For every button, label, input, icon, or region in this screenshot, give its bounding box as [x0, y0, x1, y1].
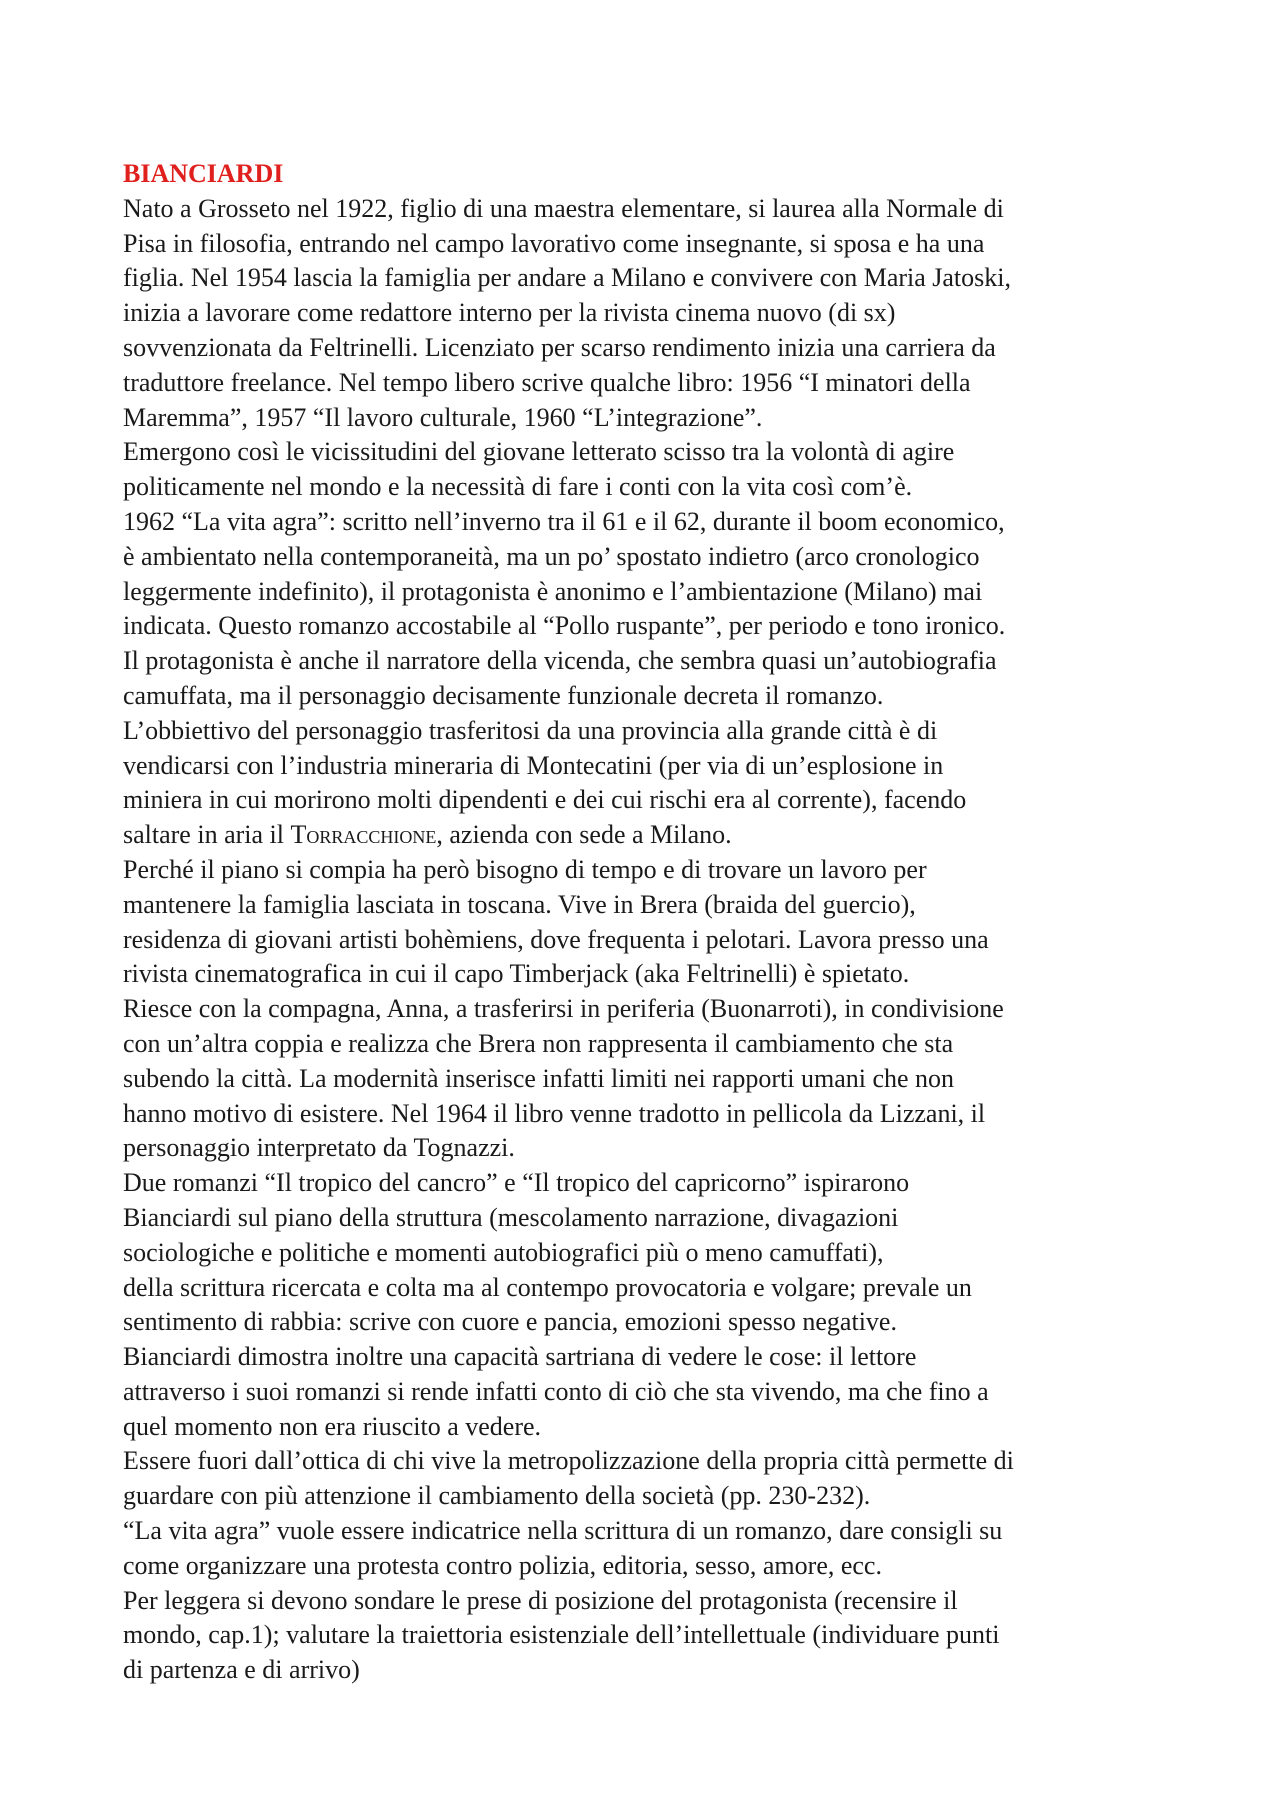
- paragraph-list: [123, 192, 1163, 1688]
- document-title: BIANCIARDI: [123, 159, 284, 188]
- text-line: subendo la città. La modernità inserisce infatti limiti nei rapporti umani che non: [123, 1063, 955, 1093]
- text-fragment: saltare in aria il: [123, 820, 291, 850]
- company-name: Torracchione: [290, 820, 437, 850]
- text-fragment: , azienda con sede a Milano.: [436, 820, 732, 850]
- text-line: guardare con più attenzione il cambiamento della società (pp. 230-232).: [123, 1481, 871, 1511]
- text-line: Essere fuori dall’ottica di chi vive la metropolizzazione della propria città permette di: [123, 1446, 1014, 1476]
- text-line: rivista cinematografica in cui il capo Timberjack (aka Feltrinelli) è spietato.: [123, 959, 910, 989]
- text-line: Riesce con la compagna, Anna, a trasferirsi in periferia (Buonarroti), in condivisione: [123, 994, 1004, 1024]
- text-line: figlia. Nel 1954 lascia la famiglia per andare a Milano e convivere con Maria Jatoski,: [123, 263, 1011, 293]
- text-line: Bianciardi dimostra inoltre una capacità sartriana di vedere le cose: il lettore: [123, 1342, 917, 1372]
- text-line: politicamente nel mondo e la necessità di fare i conti con la vita così com’è.: [123, 472, 913, 502]
- paragraph: [123, 1444, 1163, 1514]
- text-line: Perché il piano si compia ha però bisogno di tempo e di trovare un lavoro per: [123, 854, 927, 884]
- paragraph: [123, 853, 1163, 992]
- text-line: della scrittura ricercata e colta ma al contempo provocatoria e volgare; prevale un: [123, 1272, 972, 1302]
- text-line: mantenere la famiglia lasciata in toscana. Vive in Brera (braida del guercio),: [123, 889, 916, 919]
- text-line: Pisa in filosofia, entrando nel campo lavorativo come insegnante, si sposa e ha una: [123, 228, 985, 258]
- paragraph: [123, 1584, 1163, 1688]
- paragraph: [123, 1340, 1163, 1444]
- text-line: Il protagonista è anche il narratore della vicenda, che sembra quasi un’autobiografia: [123, 646, 997, 676]
- text-line: inizia a lavorare come redattore interno per la rivista cinema nuovo (di sx): [123, 298, 896, 328]
- document-body: [123, 157, 1163, 1688]
- text-line: con un’altra coppia e realizza che Brera non rappresenta il cambiamento che sta: [123, 1028, 954, 1058]
- text-line: come organizzare una protesta contro polizia, editoria, sesso, amore, ecc.: [123, 1550, 882, 1580]
- text-line: sentimento di rabbia: scrive con cuore e pancia, emozioni spesso negative.: [123, 1307, 897, 1337]
- text-line: Emergono così le vicissitudini del giovane letterato scisso tra la volontà di agire: [123, 437, 955, 467]
- text-line: sovvenzionata da Feltrinelli. Licenziato per scarso rendimento inizia una carriera da: [123, 332, 996, 362]
- paragraph: [123, 192, 1163, 436]
- text-line: è ambientato nella contemporaneità, ma un po’ spostato indietro (arco cronologico: [123, 541, 980, 571]
- text-line: indicata. Questo romanzo accostabile al “Pollo ruspante”, per periodo e tono ironico.: [123, 611, 1006, 641]
- text-line: Per leggera si devono sondare le prese di posizione del protagonista (recensire il: [123, 1585, 958, 1615]
- text-line: attraverso i suoi romanzi si rende infatti conto di ciò che sta vivendo, ma che fino a: [123, 1376, 989, 1406]
- text-line: [123, 818, 1163, 853]
- paragraph: [123, 435, 1163, 505]
- paragraph: [123, 992, 1163, 1166]
- text-line: miniera in cui morirono molti dipendenti e dei cui rischi era al corrente), facendo: [123, 785, 967, 815]
- text-line: traduttore freelance. Nel tempo libero scrive qualche libro: 1956 “I minatori della: [123, 367, 971, 397]
- text-line: L’obbiettivo del personaggio trasferitosi da una provincia alla grande città è di: [123, 715, 938, 745]
- text-line: “La vita agra” vuole essere indicatrice nella scrittura di un romanzo, dare consigli su: [123, 1516, 1003, 1546]
- text-line: di partenza e di arrivo): [123, 1655, 360, 1685]
- text-line: hanno motivo di esistere. Nel 1964 il libro venne tradotto in pellicola da Lizzani, il: [123, 1098, 986, 1128]
- text-line: mondo, cap.1); valutare la traiettoria esistenziale dell’intellettuale (individuare punti: [123, 1620, 1000, 1650]
- text-line: vendicarsi con l’industria mineraria di Montecatini (per via di un’esplosione in: [123, 750, 944, 780]
- text-line: residenza di giovani artisti bohèmiens, dove frequenta i pelotari. Lavora presso una: [123, 924, 989, 954]
- text-line: sociologiche e politiche e momenti autobiografici più o meno camuffati),: [123, 1237, 884, 1267]
- text-line: personaggio interpretato da Tognazzi.: [123, 1133, 515, 1163]
- text-line: Due romanzi “Il tropico del cancro” e “Il tropico del capricorno” ispirarono: [123, 1168, 910, 1198]
- text-line: Maremma”, 1957 “Il lavoro culturale, 1960 “L’integrazione”.: [123, 402, 763, 432]
- text-line: Nato a Grosseto nel 1922, figlio di una maestra elementare, si laurea alla Normale di: [123, 193, 1004, 223]
- paragraph: [123, 714, 1163, 853]
- text-line: leggermente indefinito), il protagonista è anonimo e l’ambientazione (Milano) mai: [123, 576, 983, 606]
- paragraph: [123, 1166, 1163, 1340]
- text-line: Bianciardi sul piano della struttura (mescolamento narrazione, divagazioni: [123, 1202, 899, 1232]
- text-line: quel momento non era riuscito a vedere.: [123, 1411, 542, 1441]
- paragraph: [123, 505, 1163, 714]
- text-line: camuffata, ma il personaggio decisamente funzionale decreta il romanzo.: [123, 680, 884, 710]
- paragraph: [123, 1514, 1163, 1584]
- text-line: 1962 “La vita agra”: scritto nell’inverno tra il 61 e il 62, durante il boom economico,: [123, 506, 1005, 536]
